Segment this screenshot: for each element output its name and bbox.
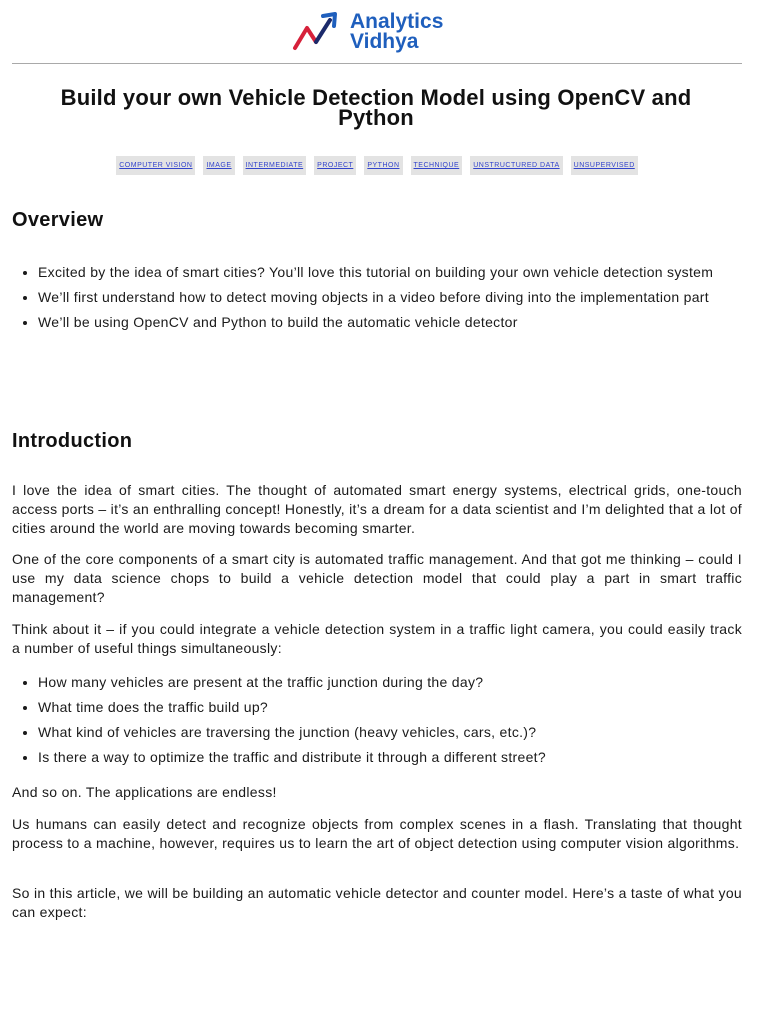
overview-list — [12, 263, 756, 332]
overview-heading: Overview — [12, 209, 104, 231]
trend-arrow-icon — [292, 10, 344, 54]
list-item: • We’ll be using OpenCV and Python to build the automatic vehicle detector — [38, 313, 756, 332]
logo-line-2: Vidhya — [350, 30, 419, 53]
paragraph: Think about it – if you could integrate a vehicle detection system in a traffic light camera, you could easily track a number of useful things simultaneously: — [12, 621, 742, 656]
list-item: • Excited by the idea of smart cities? You’ll love this tutorial on building your own vehicle detection system — [38, 263, 756, 282]
questions-list — [12, 673, 756, 767]
logo-line-1: Analytics — [350, 10, 444, 33]
paragraph: I love the idea of smart cities. The thought of automated smart energy systems, electrical grids, one-touch access ports – it’s an enthralling concept! Honestly, it’s a dream for a data scientist and I’m delighted that a lot of cities around the world are moving towards becoming smarter. — [12, 482, 742, 536]
list-item: • How many vehicles are present at the traffic junction during the day? — [38, 673, 756, 692]
list-item: • Is there a way to optimize the traffic and distribute it through a different street? — [38, 748, 756, 767]
site-header — [0, 0, 768, 64]
tag-unsupervised[interactable]: UNSUPERVISED — [571, 156, 638, 175]
list-item: • What kind of vehicles are traversing the junction (heavy vehicles, cars, etc.)? — [38, 723, 756, 742]
article-title: Build your own Vehicle Detection Model using OpenCV and Python — [60, 85, 692, 130]
introduction-heading: Introduction — [12, 430, 133, 452]
paragraph: So in this article, we will be building an automatic vehicle detector and counter model. Here’s a taste of what you can expect: — [12, 885, 742, 920]
tag-python[interactable]: PYTHON — [364, 156, 402, 175]
tag-technique[interactable]: TECHNIQUE — [411, 156, 463, 175]
paragraph: One of the core components of a smart city is automated traffic management. And that got me thinking – could I use my data science chops to build a vehicle detection model that could play a part in smart traffic management? — [12, 551, 742, 605]
tag-list — [0, 156, 754, 175]
paragraph: And so on. The applications are endless! — [12, 784, 277, 800]
tag-computer-vision[interactable]: COMPUTER VISION — [116, 156, 195, 175]
header-divider — [12, 63, 742, 64]
list-item: • What time does the traffic build up? — [38, 698, 756, 717]
tag-image[interactable]: IMAGE — [203, 156, 234, 175]
logo-wordmark — [350, 12, 443, 52]
tag-project[interactable]: PROJECT — [314, 156, 356, 175]
list-item: • We’ll first understand how to detect moving objects in a video before diving into the implementation part — [38, 288, 756, 307]
paragraph: Us humans can easily detect and recognize objects from complex scenes in a flash. Translating that thought process to a machine, however, requires us to learn the art of object detection using computer vision algorithms. — [12, 816, 742, 851]
site-logo[interactable] — [292, 8, 464, 56]
tag-intermediate[interactable]: INTERMEDIATE — [243, 156, 307, 175]
tag-unstructured-data[interactable]: UNSTRUCTURED DATA — [470, 156, 562, 175]
